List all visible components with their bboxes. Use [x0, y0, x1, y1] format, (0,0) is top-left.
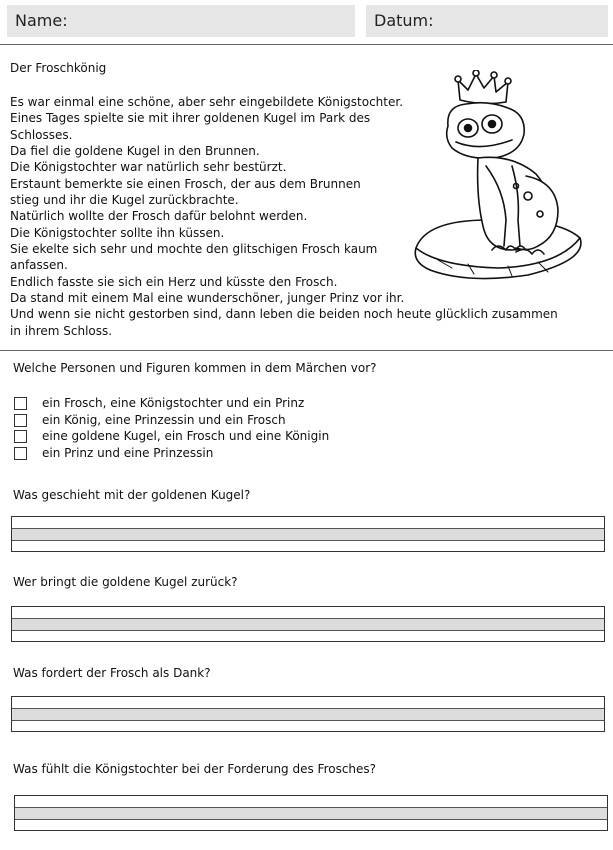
- answer-lines[interactable]: [11, 606, 605, 642]
- story-line: Es war einmal eine schöne, aber sehr eingebildete Königstochter.: [10, 95, 404, 109]
- choice-label: ein König, eine Prinzessin und ein Frosch: [42, 412, 286, 427]
- story-line: stieg und ihr die Kugel zurückbrachte.: [10, 193, 239, 208]
- answer-lines[interactable]: [11, 516, 605, 552]
- story-line: Die Königstochter sollte ihn küssen.: [10, 225, 225, 240]
- question-figures: Welche Personen und Figuren kommen in dem Märchen vor?: [13, 361, 377, 375]
- frog-king-illustration: [408, 70, 588, 300]
- story-line: Sie ekelte sich sehr und mochte den glitschigen Frosch kaum: [10, 242, 378, 257]
- choice-label: ein Frosch, eine Königstochter und ein Prinz: [42, 396, 305, 410]
- story-line: Da stand mit einem Mal eine wunderschöner, junger Prinz vor ihr.: [10, 291, 405, 306]
- checkbox[interactable]: [14, 430, 27, 443]
- answer-lines[interactable]: [11, 696, 605, 732]
- date-field[interactable]: [366, 5, 608, 37]
- section-divider: [0, 350, 613, 351]
- answer-lines[interactable]: [14, 795, 608, 831]
- question-feeling: Was fühlt die Königstochter bei der Forderung des Frosches?: [13, 762, 377, 776]
- date-label: Datum:: [374, 11, 434, 30]
- name-label: Name:: [15, 11, 68, 30]
- story-title: Der Froschkönig: [10, 61, 107, 75]
- question-ball: Was geschieht mit der goldenen Kugel?: [13, 488, 251, 502]
- story-line: Da fiel die goldene Kugel in den Brunnen.: [10, 144, 260, 159]
- story-line: Erstaunt bemerkte sie einen Frosch, der aus dem Brunnen: [10, 176, 361, 191]
- header-divider: [0, 44, 613, 45]
- checkbox[interactable]: [14, 397, 27, 410]
- checkbox[interactable]: [14, 414, 27, 427]
- story-line: anfassen.: [10, 258, 68, 273]
- name-field[interactable]: [7, 5, 355, 37]
- story-line: Die Königstochter war natürlich sehr bestürzt.: [10, 160, 287, 175]
- story-line: in ihrem Schloss.: [10, 323, 113, 338]
- choice-label: ein Prinz und eine Prinzessin: [42, 445, 214, 460]
- story-line: Endlich fasste sie sich ein Herz und küsste den Frosch.: [10, 274, 338, 289]
- question-return: Wer bringt die goldene Kugel zurück?: [13, 575, 238, 589]
- story-line: Und wenn sie nicht gestorben sind, dann leben die beiden noch heute glücklich zusammen: [10, 307, 558, 322]
- story-line: Natürlich wollte der Frosch dafür belohnt werden.: [10, 209, 308, 224]
- checkbox[interactable]: [14, 447, 27, 460]
- question-reward: Was fordert der Frosch als Dank?: [13, 666, 211, 680]
- story-line: Eines Tages spielte sie mit ihrer goldenen Kugel im Park des: [10, 111, 371, 126]
- choice-label: eine goldene Kugel, ein Frosch und eine Königin: [42, 429, 330, 443]
- story-line: Schlosses.: [10, 127, 73, 142]
